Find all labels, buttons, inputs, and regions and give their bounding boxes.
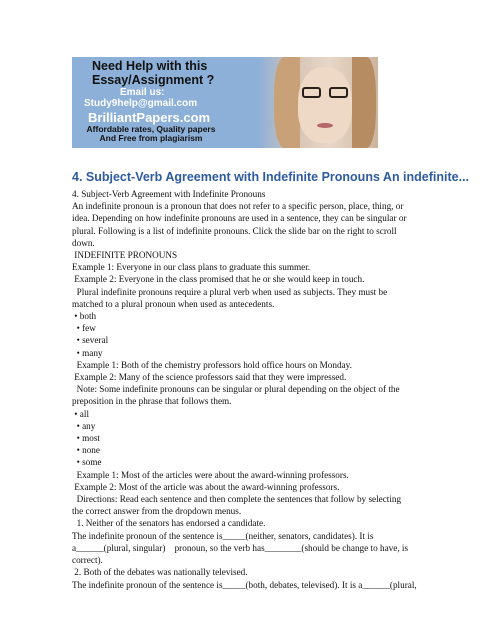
text-line: down. (72, 237, 95, 248)
text-line: a______(plural, singular) pronoun, so the verb has________(should be change to have, is (72, 542, 409, 553)
text-line: 4. Subject-Verb Agreement with Indefinite Pronouns (72, 189, 266, 199)
document-title: 4. Subject-Verb Agreement with Indefinite Pronouns An indefinite... (72, 170, 470, 184)
text-line: the correct answer from the dropdown menus. (72, 506, 242, 517)
text-line: Example 1: Most of the articles were about the award-winning professors. (72, 469, 349, 480)
text-line: • many (72, 347, 103, 358)
text-line: Example 2: Everyone in the class promised that he or she would keep in touch. (72, 274, 365, 285)
text-line: correct). (72, 555, 103, 566)
banner-headline-2: Essay/Assignment ? (92, 73, 215, 87)
text-line: Example 1: Both of the chemistry professors hold office hours on Monday. (72, 359, 352, 370)
text-line: Example 2: Most of the article was about the award-winning professors. (72, 481, 340, 492)
text-line: Note: Some indefinite pronouns can be singular or plural depending on the object of the (72, 384, 400, 395)
text-line: The indefinite pronoun of the sentence is_____(both, debates, televised). It is a______(plural, (72, 579, 417, 590)
banner-site[interactable]: BrilliantPapers.com (88, 110, 211, 125)
text-line: • all (72, 408, 89, 419)
glasses-graphic (302, 87, 348, 99)
text-line: idea. Depending on how indefinite pronouns are used in a sentence, they can be singular or (72, 213, 407, 224)
banner-tagline: Affordable rates, Quality papers And Free from plagiarism (86, 124, 216, 143)
text-line: The indefinite pronoun of the sentence is_____(neither, senators, candidates). It is (72, 530, 374, 541)
text-line: matched to a plural pronoun when used as antecedents. (72, 298, 275, 309)
text-line: plural. Following is a list of indefinite pronouns. Click the slide bar on the right to scroll (72, 225, 397, 236)
text-line: preposition in the phrase that follows them. (72, 396, 232, 407)
text-line: • several (72, 335, 109, 346)
text-line: 2. Both of the debates was nationally televised. (72, 567, 248, 578)
advertisement-banner[interactable] (72, 57, 378, 148)
banner-email[interactable]: Study9help@gmail.com (84, 98, 198, 109)
document-body (72, 188, 432, 591)
text-line: • none (72, 445, 100, 456)
text-line: Plural indefinite pronouns require a plural verb when used as subjects. They must be (72, 286, 388, 297)
text-line: • both (72, 311, 97, 322)
text-line: 1. Neither of the senators has endorsed a candidate. (72, 518, 266, 529)
text-line: Example 1: Everyone in our class plans to graduate this summer. (72, 262, 311, 273)
text-line: Example 2: Many of the science professors said that they were impressed. (72, 372, 347, 383)
banner-email-label: Email us: (120, 87, 165, 98)
text-line: • most (72, 433, 100, 444)
text-line: • some (72, 457, 102, 468)
text-line: Directions: Read each sentence and then complete the sentences that follow by selecting (72, 494, 402, 505)
text-line: An indefinite pronoun is a pronoun that does not refer to a specific person, place, thing, or (72, 201, 404, 212)
text-line: INDEFINITE PRONOUNS (72, 250, 178, 261)
banner-headline-1: Need Help with this (92, 59, 208, 73)
text-line: • few (72, 323, 96, 334)
text-line: • any (72, 420, 96, 431)
